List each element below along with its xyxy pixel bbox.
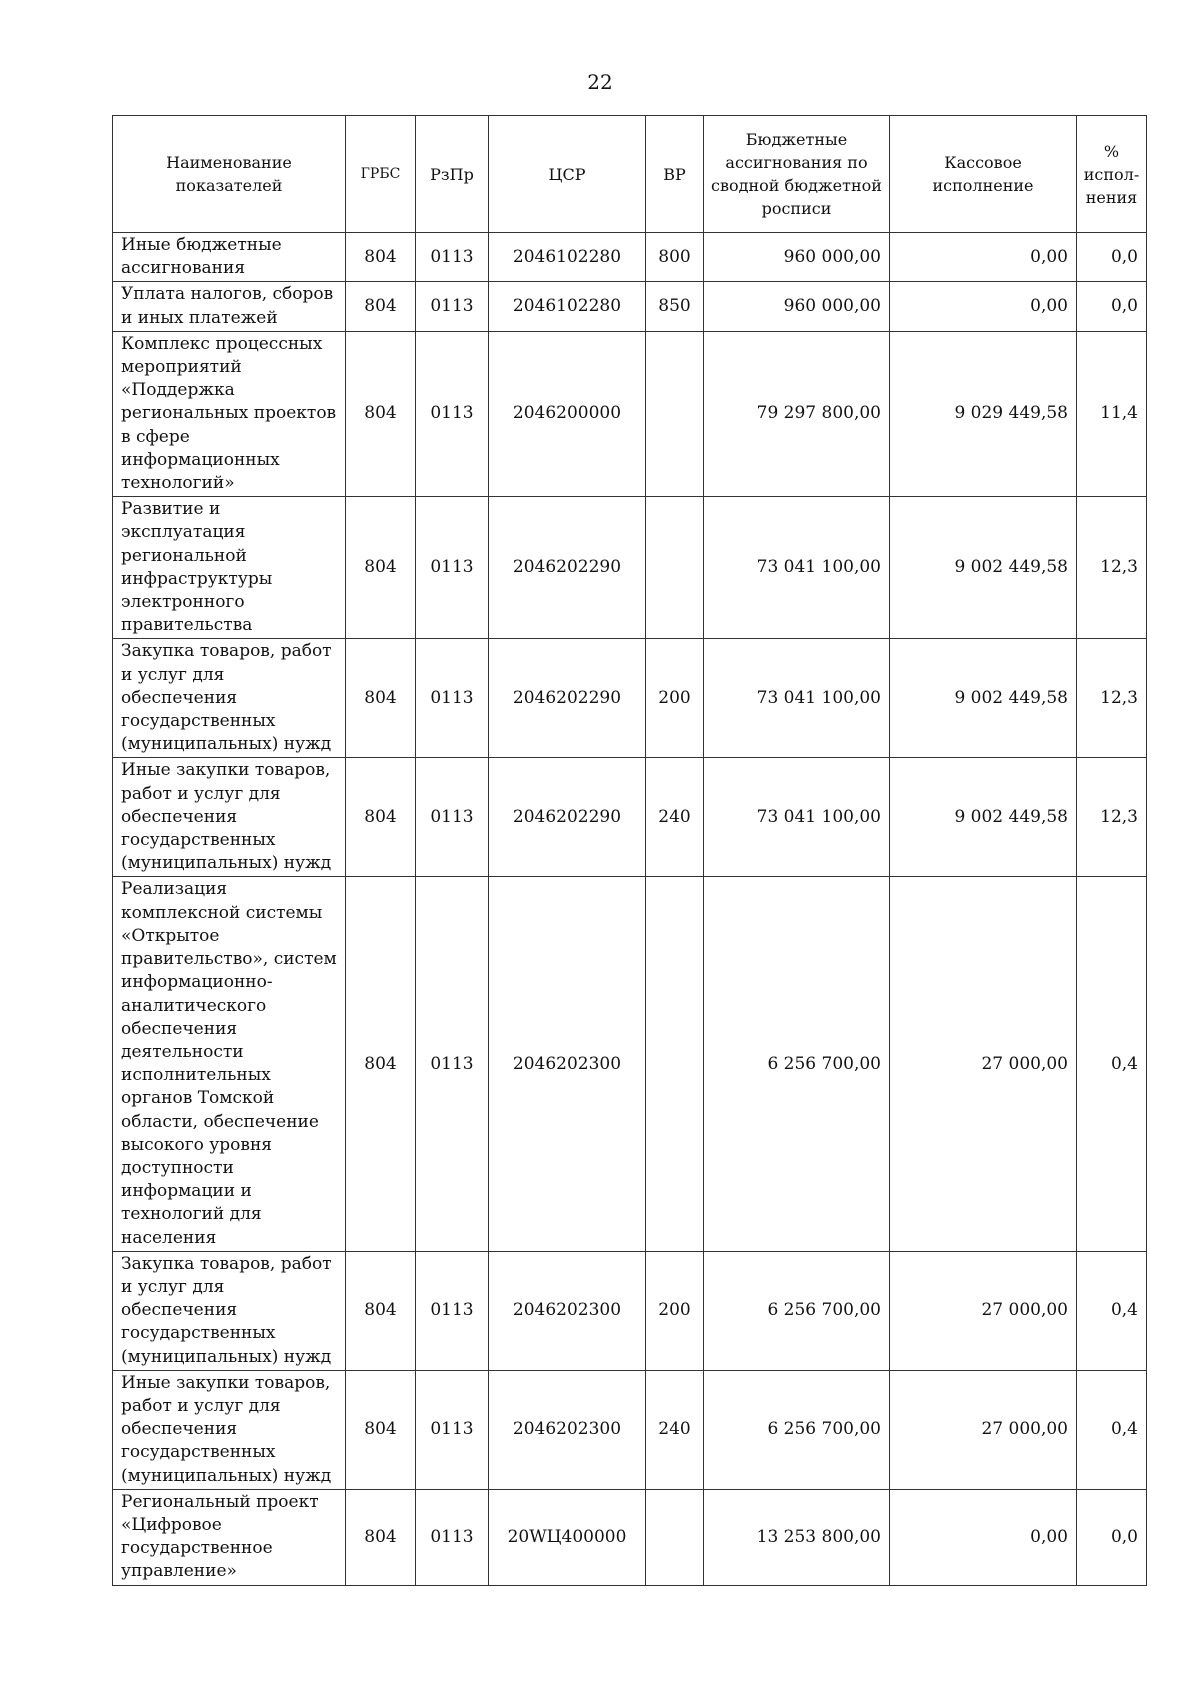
cell-cash: 0,00 [890, 233, 1077, 282]
cell-cash: 27 000,00 [890, 877, 1077, 1251]
cell-pct: 11,4 [1077, 331, 1147, 496]
cell-csr: 2046202290 [489, 639, 646, 758]
cell-grbs: 804 [346, 758, 416, 877]
cell-cash: 27 000,00 [890, 1370, 1077, 1489]
cell-csr: 2046202290 [489, 758, 646, 877]
cell-grbs: 804 [346, 1370, 416, 1489]
cell-cash: 9 029 449,58 [890, 331, 1077, 496]
cell-csr: 2046102280 [489, 233, 646, 282]
table-row [113, 1251, 1147, 1370]
cell-cash: 0,00 [890, 1489, 1077, 1585]
cell-grbs: 804 [346, 233, 416, 282]
cell-pct: 12,3 [1077, 639, 1147, 758]
cell-rzpr: 0113 [416, 233, 489, 282]
header-budget: Бюджетные ассигнования по сводной бюджетной росписи [704, 116, 890, 233]
table-row [113, 639, 1147, 758]
cell-csr: 2046202300 [489, 1251, 646, 1370]
cell-vr [646, 1489, 704, 1585]
cell-grbs: 804 [346, 497, 416, 639]
cell-cash: 9 002 449,58 [890, 639, 1077, 758]
cell-budget: 79 297 800,00 [704, 331, 890, 496]
table-row [113, 282, 1147, 331]
cell-rzpr: 0113 [416, 639, 489, 758]
cell-vr: 240 [646, 758, 704, 877]
cell-rzpr: 0113 [416, 1489, 489, 1585]
cell-budget: 960 000,00 [704, 282, 890, 331]
cell-name: Иные закупки товаров, работ и услуг для обеспечения государственных (муниципальных) нужд [113, 758, 346, 877]
table-row [113, 233, 1147, 282]
cell-cash: 9 002 449,58 [890, 497, 1077, 639]
cell-name: Иные закупки товаров, работ и услуг для обеспечения государственных (муниципальных) нужд [113, 1370, 346, 1489]
cell-budget: 960 000,00 [704, 233, 890, 282]
cell-budget: 6 256 700,00 [704, 1370, 890, 1489]
cell-vr: 200 [646, 1251, 704, 1370]
cell-csr: 2046202300 [489, 1370, 646, 1489]
cell-grbs: 804 [346, 639, 416, 758]
table-row [113, 758, 1147, 877]
table-row [113, 877, 1147, 1251]
header-cash: Кассовое исполнение [890, 116, 1077, 233]
cell-rzpr: 0113 [416, 282, 489, 331]
header-vr: ВР [646, 116, 704, 233]
cell-vr: 240 [646, 1370, 704, 1489]
cell-vr: 800 [646, 233, 704, 282]
cell-pct: 0,0 [1077, 282, 1147, 331]
cell-pct: 0,4 [1077, 877, 1147, 1251]
cell-rzpr: 0113 [416, 1251, 489, 1370]
cell-grbs: 804 [346, 1489, 416, 1585]
cell-pct: 12,3 [1077, 497, 1147, 639]
header-row [113, 116, 1147, 233]
cell-rzpr: 0113 [416, 331, 489, 496]
table-row [113, 1489, 1147, 1585]
cell-name: Комплекс процессных мероприятий «Поддержка региональных проектов в сфере информационных технологий» [113, 331, 346, 496]
cell-pct: 0,0 [1077, 1489, 1147, 1585]
table-row [113, 331, 1147, 496]
cell-budget: 73 041 100,00 [704, 758, 890, 877]
header-pct: % испол-нения [1077, 116, 1147, 233]
header-grbs: ГРБС [346, 116, 416, 233]
page-number: 22 [587, 70, 613, 94]
cell-budget: 6 256 700,00 [704, 1251, 890, 1370]
cell-budget: 6 256 700,00 [704, 877, 890, 1251]
cell-name: Региональный проект «Цифровое государственное управление» [113, 1489, 346, 1585]
cell-vr [646, 331, 704, 496]
cell-vr [646, 497, 704, 639]
cell-cash: 27 000,00 [890, 1251, 1077, 1370]
cell-cash: 0,00 [890, 282, 1077, 331]
cell-name: Иные бюджетные ассигнования [113, 233, 346, 282]
cell-csr: 20WЦ400000 [489, 1489, 646, 1585]
header-name: Наименование показателей [113, 116, 346, 233]
cell-vr: 850 [646, 282, 704, 331]
cell-name: Реализация комплексной системы «Открытое правительство», систем информационно-аналитического обеспечения деятельности исполнительных органов Томской области, обеспечение высокого уровня доступности информации и технологий для населения [113, 877, 346, 1251]
table-row [113, 497, 1147, 639]
cell-csr: 2046202290 [489, 497, 646, 639]
cell-name: Уплата налогов, сборов и иных платежей [113, 282, 346, 331]
cell-name: Закупка товаров, работ и услуг для обеспечения государственных (муниципальных) нужд [113, 1251, 346, 1370]
cell-rzpr: 0113 [416, 497, 489, 639]
cell-vr [646, 877, 704, 1251]
cell-grbs: 804 [346, 877, 416, 1251]
cell-name: Развитие и эксплуатация региональной инфраструктуры электронного правительства [113, 497, 346, 639]
cell-budget: 73 041 100,00 [704, 497, 890, 639]
cell-vr: 200 [646, 639, 704, 758]
cell-pct: 0,0 [1077, 233, 1147, 282]
cell-rzpr: 0113 [416, 877, 489, 1251]
cell-cash: 9 002 449,58 [890, 758, 1077, 877]
cell-rzpr: 0113 [416, 758, 489, 877]
cell-csr: 2046200000 [489, 331, 646, 496]
cell-budget: 13 253 800,00 [704, 1489, 890, 1585]
cell-grbs: 804 [346, 331, 416, 496]
cell-csr: 2046102280 [489, 282, 646, 331]
cell-csr: 2046202300 [489, 877, 646, 1251]
cell-budget: 73 041 100,00 [704, 639, 890, 758]
cell-grbs: 804 [346, 282, 416, 331]
budget-table [112, 115, 1147, 1586]
header-csr: ЦСР [489, 116, 646, 233]
cell-pct: 0,4 [1077, 1370, 1147, 1489]
cell-pct: 0,4 [1077, 1251, 1147, 1370]
header-rzpr: РзПр [416, 116, 489, 233]
cell-pct: 12,3 [1077, 758, 1147, 877]
cell-name: Закупка товаров, работ и услуг для обеспечения государственных (муниципальных) нужд [113, 639, 346, 758]
cell-grbs: 804 [346, 1251, 416, 1370]
cell-rzpr: 0113 [416, 1370, 489, 1489]
table-row [113, 1370, 1147, 1489]
